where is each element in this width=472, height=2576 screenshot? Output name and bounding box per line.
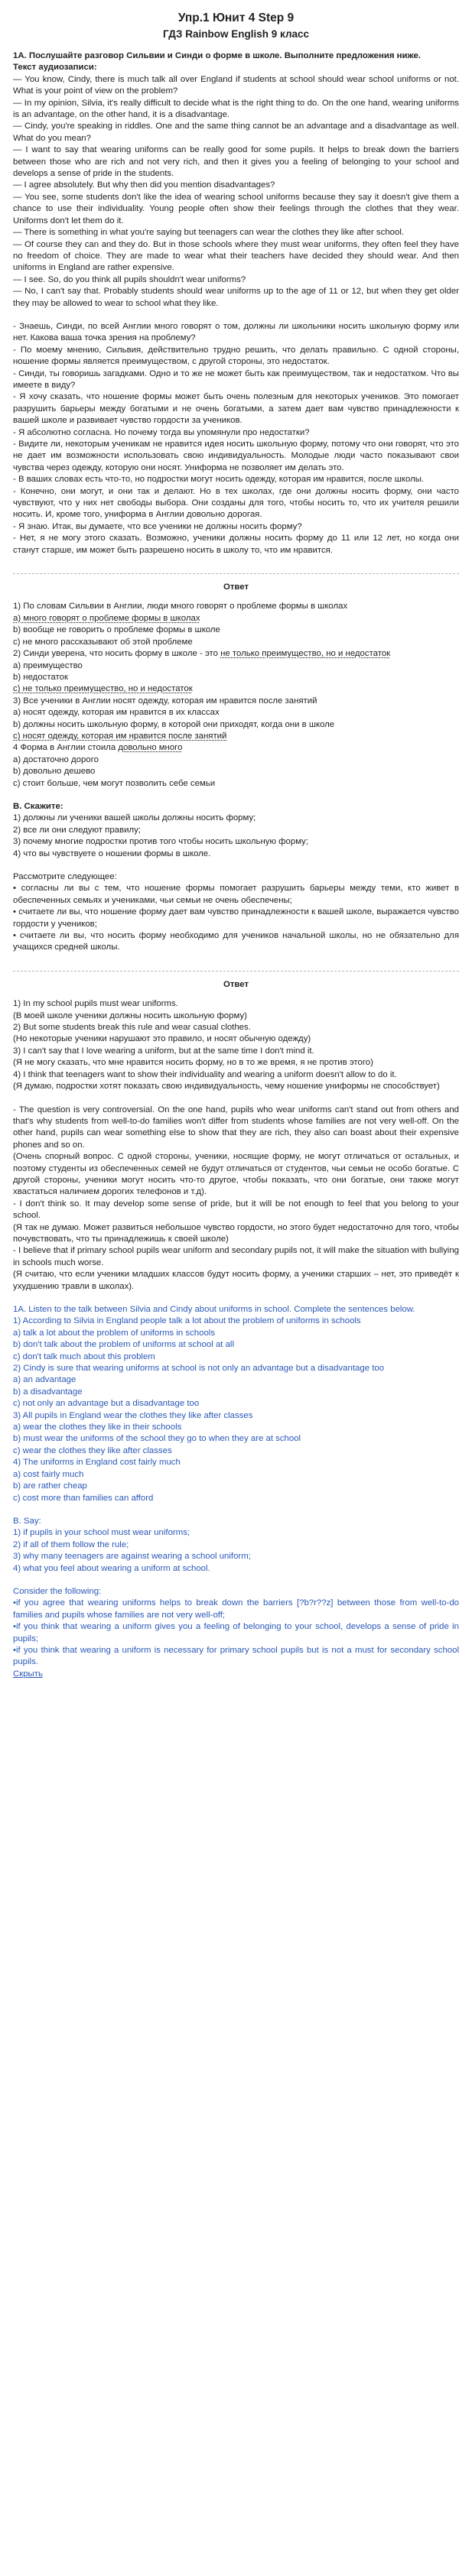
english-consider-item: •if you agree that wearing uniforms helps to break down the barriers [?b?r??z] between those from well-to-do families and pupils whose families are not very well-off;: [13, 1598, 459, 1620]
section-divider: [13, 573, 459, 574]
answer-q4-option-a: а) достаточно дорого: [13, 754, 99, 764]
consider-item: • считаете ли вы, что носить форму необходимо для учеников начальной школы, но не обязательно для учащихся средней школы.: [13, 931, 459, 952]
english-task-q3-option-a: a) wear the clothes they like in their schools: [13, 1423, 182, 1432]
english-task-q3-option-c: c) wear the clothes they like after classes: [13, 1445, 172, 1455]
english-task-q4: 4) The uniforms in England cost fairly much: [13, 1458, 181, 1468]
consider-item: • согласны ли вы с тем, что ношение формы помогает разрушить барьеры между теми, кто живет в обеспеченных семьях и учениками, чьи семьи не очень обеспечены;: [13, 884, 459, 905]
english-task-q4-option-a: a) cost fairly much: [13, 1469, 84, 1479]
english-task-q2-option-a: a) an advantage: [13, 1375, 76, 1385]
answer-q4: [13, 742, 459, 754]
dialogue-line: — Of course they can and they do. But in those schools where they must wear uniforms, they often feel they have no freedom of choice. They are made to wear what their teachers have decided they should wear. And then uniforms in England are rather expensive.: [13, 239, 459, 273]
answer-q4-underlined: довольно много: [118, 743, 183, 753]
english-say-heading: B. Say:: [13, 1516, 41, 1526]
english-task-section: [13, 1304, 459, 1680]
dialogue-translation-line: - Я абсолютно согласна. Но почему тогда вы упомянули про недостатки?: [13, 427, 310, 437]
english-task-q3: 3) All pupils in England wear the clothes they like after classes: [13, 1410, 253, 1420]
english-say-item: 3) why many teenagers are against wearing a school uniform;: [13, 1552, 251, 1562]
dialogue-translation-line: - Видите ли, некоторым ученикам не нравится идея носить школьную форму, потому что они говорят, что это не дает им возможности использовать свою индивидуальность. Молодые люди часто показывают свои чувства через одежду, которую они носят. Униформа не позволяет им делать это.: [13, 440, 459, 472]
answer-q4-option-b: b) довольно дешево: [13, 767, 96, 777]
answer-en-line: 1) In my school pupils must wear uniforms.: [13, 999, 178, 1009]
answer-en-paragraph: - The question is very controversial. On the one hand, pupils who wear uniforms can't stand out from others and that's why students from well-to-do families won't differ from students whose families are not very well-off. On the other hand, pupils can wear something else to show that they are rich, they also can boast about their expensive phones and so on.: [13, 1105, 459, 1150]
answer-en-translation: (Я не могу сказать, что мне нравится носить форму, но в то же время, я не против этого): [13, 1058, 373, 1068]
answer-en-translation: (Я так не думаю. Может развиться небольшое чувство гордости, но этого будет недостаточно для того, чтобы почувствовать, что ты принадлежишь к своей школе): [13, 1222, 459, 1244]
say-b-item: 4) что вы чувствуете о ношении формы в школе.: [13, 848, 211, 858]
english-task-q2-option-b: b) a disadvantage: [13, 1387, 83, 1397]
dialogue-line: — You know, Cindy, there is much talk all over England if students at school should wear school uniforms or not. What is your point of view on the problem?: [13, 74, 459, 96]
answer-en-translation: (В моей школе ученики должны носить школьную форму): [13, 1011, 247, 1020]
answer-q2-option-b: b) недостаток: [13, 672, 68, 682]
english-say-item: 2) if all of them follow the rule;: [13, 1539, 129, 1549]
answer-q3-option-b: b) должны носить школьную форму, в которой они приходят, когда они в школе: [13, 719, 335, 729]
answer-q3: 3) Все ученики в Англии носят одежду, которая им нравится после занятий: [13, 696, 317, 706]
dialogue-line: — I want to say that wearing uniforms can be really good for some pupils. It helps to break down the barriers between those who are rich and not very rich, and then it gives you a feeling of belonging to your school and develops a sense of pride in the students.: [13, 145, 459, 179]
answer-en-translation: (Но некоторые ученики нарушают это правило, и носят обычную одежду): [13, 1034, 311, 1044]
consider-item: • считаете ли вы, что ношение форму дает вам чувство принадлежности к вашей школе, выражается чувство гордости у учеников;: [13, 907, 459, 929]
answer-en-line: 3) I can't say that I love wearing a uniform, but at the same time I don't mind it.: [13, 1046, 314, 1056]
answer-heading: Ответ: [223, 582, 249, 592]
answer-q3-option-a: а) носят одежду, которая им нравится в их классах: [13, 708, 220, 718]
dialogue-translation-line: - Синди, ты говоришь загадками. Одно и то же не может быть как преимуществом, так и недостатком. Что вы имеете в виду?: [13, 368, 459, 390]
dialogue-translation-line: - Знаешь, Синди, по всей Англии много говорят о том, должны ли школьники носить школьную форму или нет. Какова ваша точка зрения на проблему?: [13, 321, 459, 343]
english-say-item: 1) if pupils in your school must wear uniforms;: [13, 1528, 190, 1538]
task-instruction: 1А. Послушайте разговор Сильвии и Синди о форме в школе. Выполните предложения ниже.: [13, 51, 421, 60]
answer-q2-option-a: а) преимущество: [13, 660, 83, 670]
dialogue-translation-line: - Я знаю. Итак, вы думаете, что все ученики не должны носить форму?: [13, 521, 302, 531]
english-task-q4-option-c: c) cost more than families can afford: [13, 1493, 154, 1503]
answer-en-paragraph: - I don't think so. It may develop some sense of pride, but it will be not enough to feel that you belong to your school.: [13, 1199, 459, 1221]
answer-q4-text: 4 Форма в Англии стоила: [13, 743, 119, 753]
answer-en-line: 2) But some students break this rule and wear casual clothes.: [13, 1023, 251, 1033]
english-task-q1-option-b: b) don't talk about the problem of uniforms at school at all: [13, 1340, 234, 1350]
english-task-q1: 1) According to Silvia in England people talk a lot about the problem of uniforms in schools: [13, 1316, 361, 1326]
dialogue-translation-line: - В ваших словах есть что-то, но подростки могут носить одежду, которая им нравится, после школы.: [13, 475, 425, 485]
answer-q1-option-b: b) вообще не говорить о проблеме формы в школе: [13, 625, 220, 635]
answer-en-translation: (Я считаю, что если ученики младших классов будут носить форму, а ученики старших – нет, это приведёт к ухудшению травли в школах).: [13, 1270, 459, 1291]
say-b-item: 3) почему многие подростки против того чтобы носить школьную форму;: [13, 837, 309, 847]
english-task-instruction: 1A. Listen to the talk between Silvia and Cindy about uniforms in school. Complete the sentences below.: [13, 1305, 415, 1314]
dialogue-line: — There is something in what you're saying but teenagers can wear the clothes they like after school.: [13, 228, 405, 238]
english-consider-heading: Consider the following:: [13, 1586, 102, 1596]
answer-q4-option-c: c) стоит больше, чем могут позволить себе семьи: [13, 778, 216, 788]
english-task-q2: 2) Cindy is sure that wearing uniforms at school is not only an advantage but a disadvantage too: [13, 1364, 385, 1374]
english-consider-item: •if you think that wearing a uniform gives you a feeling of belonging to your school, develops a sense of pride in pupils;: [13, 1622, 459, 1643]
answer-q1: 1) По словам Сильвии в Англии, люди много говорят о проблеме формы в школах: [13, 602, 348, 612]
english-say-item: 4) what you feel about wearing a uniform at school.: [13, 1563, 210, 1573]
english-consider-item: •if you think that wearing a uniform is necessary for primary school pupils but is not a must for secondary school pupils.: [13, 1645, 459, 1667]
dialogue-translation-line: - Я хочу сказать, что ношение формы может быть очень полезным для некоторых учеников. Это помогает разрушить барьеры между богатыми и не очень богатыми, а затем дает вам чувство принадлежности к вашей школе и развивает чувство гордости за учеников.: [13, 392, 459, 426]
consider-heading: Рассмотрите следующее:: [13, 872, 117, 881]
english-task-q1-option-c: c) don't talk much about this problem: [13, 1351, 155, 1361]
english-task-q2-option-c: c) not only an advantage but a disadvantage too: [13, 1399, 200, 1409]
answer-q2-option-c: c) не только преимущество, но и недостаток: [13, 684, 193, 694]
dialogue-line: — In my opinion, Silvia, it's really difficult to decide what is the right thing to do. On the one hand, wearing uniforms is an advantage, on the other hand, it is a disadvantage.: [13, 98, 459, 120]
english-task-q4-option-b: b) are rather cheap: [13, 1481, 87, 1491]
section-divider: [13, 971, 459, 972]
answer-en-translation: (Я думаю, подростки хотят показать свою индивидуальность, чему ношение униформы не способствует): [13, 1082, 440, 1092]
dialogue-line: — Cindy, you're speaking in riddles. One and the same thing cannot be an advantage and a disadvantage as well. What do you mean?: [13, 122, 459, 143]
answer-q1-option-c: c) не много рассказывают об этой проблеме: [13, 637, 193, 647]
dialogue-line: — You see, some students don't like the idea of wearing school uniforms because they say it doesn't give them a chance to use their individuality. Young people often show their feelings through the clothes that they wear. Uniforms don't let them do it.: [13, 192, 459, 225]
say-b-item: 1) должны ли ученики вашей школы должны носить форму;: [13, 813, 256, 823]
say-b-item: 2) все ли они следуют правилу;: [13, 825, 141, 835]
answer-q3-option-c: c) носят одежду, которая им нравится после занятий: [13, 731, 227, 741]
say-b-heading: B. Скажите:: [13, 801, 63, 811]
page-subtitle: ГДЗ Rainbow English 9 класс: [162, 28, 310, 40]
answer-en-paragraph: - I believe that if primary school pupils wear uniform and secondary pupils not, it will make the situation with bullying in schools much worse.: [13, 1246, 459, 1267]
answer-q2-text: 2) Синди уверена, что носить форму в школе - это: [13, 649, 221, 659]
answer-en-line: 4) I think that teenagers want to show their individuality and wearing a uniform doesn't allow to do it.: [13, 1069, 397, 1079]
answer-heading: Ответ: [223, 979, 249, 989]
audio-label: Текст аудиозаписи:: [13, 63, 97, 73]
hide-link[interactable]: Скрыть: [13, 1669, 43, 1679]
dialogue-translation-line: - Конечно, они могут, и они так и делают. Но в тех школах, где они должны носить форму, они часто чувствуют, что у них нет свободы выбора. Они созданы для того, чтобы носить то, что их учителя решили носить. И, кроме того, униформа в Англии довольно дорогая.: [13, 486, 459, 520]
dialogue-translation-line: - Нет, я не могу этого сказать. Возможно, ученики должны носить форму до 11 или 12 лет, но когда они станут старше, им может быть разрешено носить в школу то, что им нравится.: [13, 534, 459, 555]
answer-q2-underlined: не только преимущество, но и недостаток: [220, 649, 391, 659]
dialogue-line: — I see. So, do you think all pupils shouldn't wear uniforms?: [13, 274, 246, 284]
dialogue-translation-line: - По моему мнению, Сильвия, действительно трудно решить, что делать правильно. С одной стороны, ношение формы является преимуществом, с другой стороны, это недостаток.: [13, 345, 459, 367]
answer-q2: [13, 648, 459, 660]
page: [13, 0, 459, 1695]
dialogue-line: — No, I can't say that. Probably students should wear uniforms up to the age of 11 or 12, but when they get older they may be allowed to wear to school what they like.: [13, 287, 459, 308]
dialogue-line: — I agree absolutely. But why then did you mention disadvantages?: [13, 180, 275, 190]
english-task-q3-option-b: b) must wear the uniforms of the school they go to when they are at school: [13, 1434, 301, 1444]
answer-q1-option-a: а) много говорят о проблеме формы в школах: [13, 613, 200, 623]
english-task-q1-option-a: a) talk a lot about the problem of uniforms in schools: [13, 1328, 216, 1338]
page-title: Упр.1 Юнит 4 Step 9: [177, 11, 295, 24]
answer-en-translation: (Очень спорный вопрос. С одной стороны, ученики, носящие форму, не могут отличаться от остальных, и поэтому студенты из обеспеченных семей не будут отличаться от студентов, чьи семьи не особо богатые. С другой стороны, ученики могут носить что-то другое, чтобы показать, что они богатые, они также могут хвастаться наличием дорогих телефонов и т.д).: [13, 1152, 459, 1197]
